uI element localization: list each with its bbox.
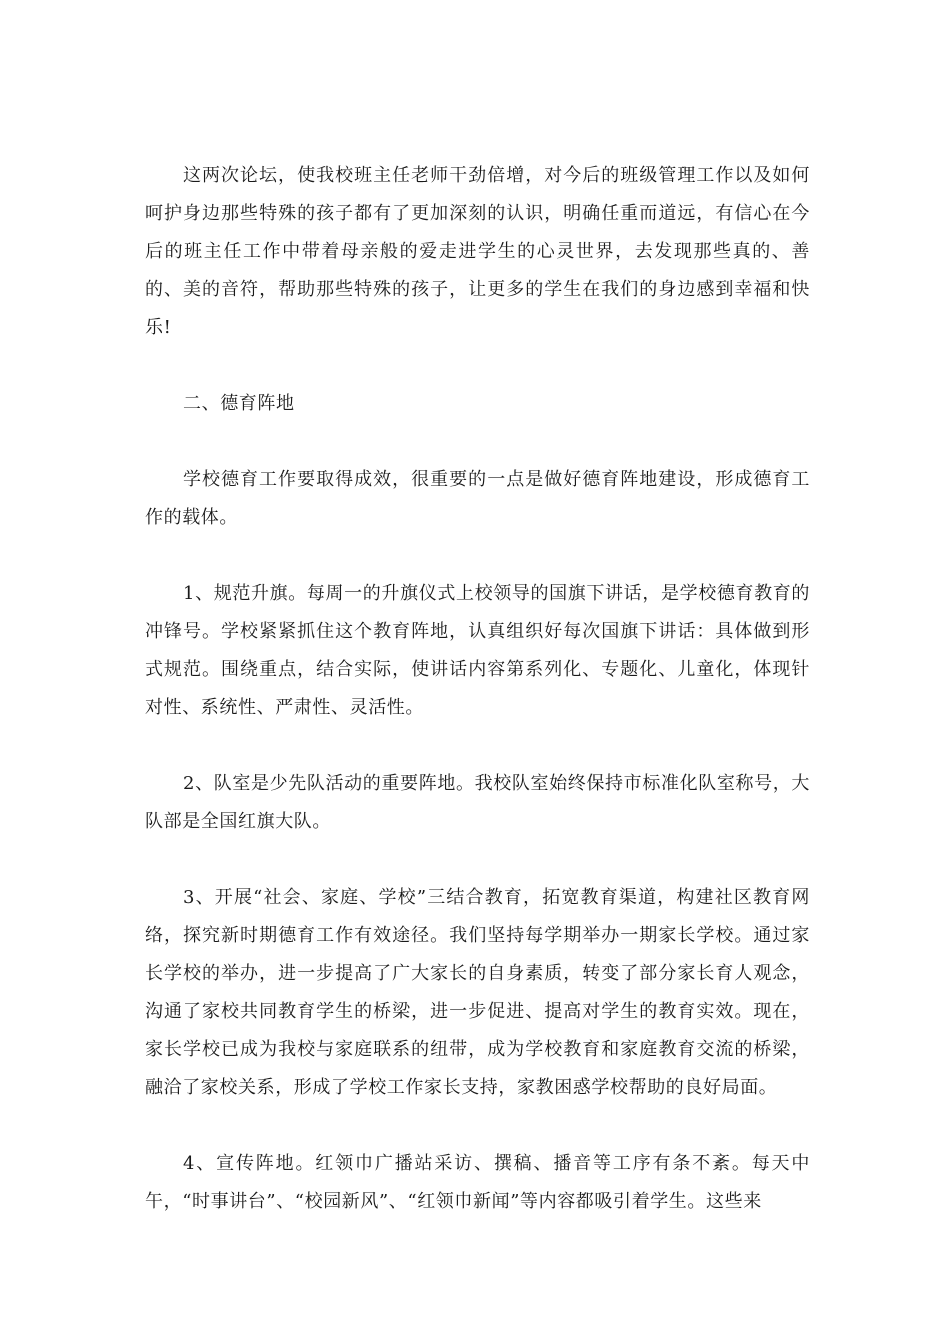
section-heading-moral-education-base: 二、德育阵地 bbox=[183, 393, 295, 414]
paragraph-section-intro: 学校德育工作要取得成效，很重要的一点是做好德育阵地建设，形成德育工作的载体。 bbox=[145, 469, 810, 528]
paragraph-closing-remarks: 这两次论坛，使我校班主任老师干劲倍增，对今后的班级管理工作以及如何呵护身边那些特殊的孩子都有了更加深刻的认识，明确任重而道远，有信心在今后的班主任工作中带着母亲般的爱走进学生的心灵世界，去发现那些真的、善的、美的音符，帮助那些特殊的孩子，让更多的学生在我们的身边感到幸福和快乐! bbox=[145, 165, 810, 338]
paragraph-item-3-combined-education: 3、开展“社会、家庭、学校”三结合教育，拓宽教育渠道，构建社区教育网络，探究新时期德育工作有效途径。我们坚持每学期举办一期家长学校。通过家长学校的举办，进一步提高了广大家长的自身素质，转变了部分家长育人观念，沟通了家校共同教育学生的桥梁，进一步促进、提高对学生的教育实效。现在，家长学校已成为我校与家庭联系的纽带，成为学校教育和家庭教育交流的桥梁，融洽了家校关系，形成了学校工作家长支持，家教困惑学校帮助的良好局面。 bbox=[145, 887, 810, 1098]
document-page bbox=[145, 157, 810, 1221]
paragraph-item-2-team-room: 2、队室是少先队活动的重要阵地。我校队室始终保持市标准化队室称号，大队部是全国红旗大队。 bbox=[145, 773, 810, 832]
paragraph-item-1-flag-raising: 1、规范升旗。每周一的升旗仪式上校领导的国旗下讲话，是学校德育教育的冲锋号。学校紧紧抓住这个教育阵地，认真组织好每次国旗下讲话：具体做到形式规范。围绕重点，结合实际，使讲话内容第系列化、专题化、儿童化，体现针对性、系统性、严肃性、灵活性。 bbox=[145, 583, 810, 718]
paragraph-item-4-publicity: 4、宣传阵地。红领巾广播站采访、撰稿、播音等工序有条不紊。每天中午，“时事讲台”、“校园新风”、“红领巾新闻”等内容都吸引着学生。这些来 bbox=[145, 1153, 810, 1212]
